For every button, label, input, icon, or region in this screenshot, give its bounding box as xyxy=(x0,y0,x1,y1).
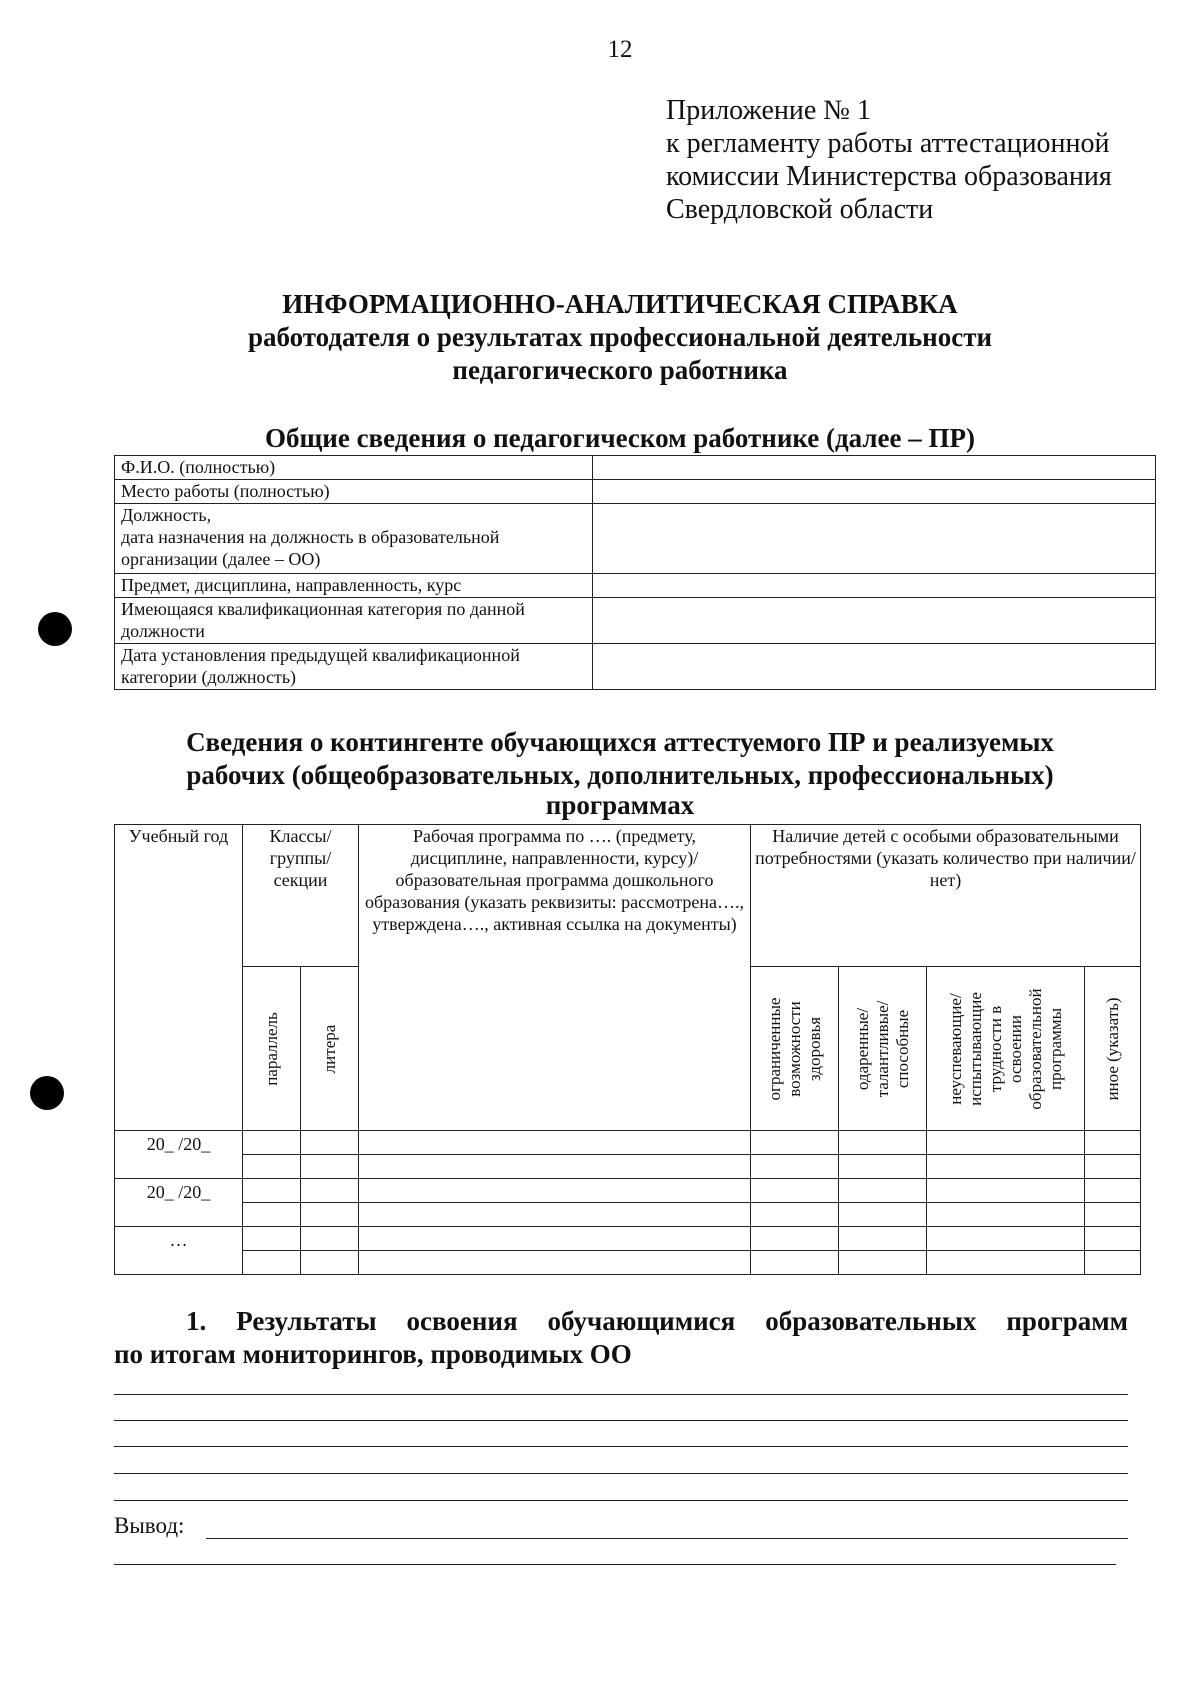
appendix-note xyxy=(666,94,1112,226)
answer-line[interactable] xyxy=(114,1446,1128,1447)
general-row-value[interactable] xyxy=(593,574,1156,598)
table-cell[interactable] xyxy=(751,1251,839,1275)
parallel-header-text: параллель xyxy=(261,1011,281,1086)
results-heading-line: 1. Результаты освоения обучающимися образовательных программ xyxy=(186,1306,1128,1336)
contingent-title-line: программах xyxy=(545,790,695,820)
table-cell[interactable] xyxy=(1085,1155,1141,1179)
table-cell[interactable] xyxy=(927,1203,1085,1227)
general-row-label: Дата установления предыдущей квалификационной категории (должность) xyxy=(115,644,593,690)
table-cell[interactable] xyxy=(359,1227,751,1251)
struggling-header xyxy=(927,967,1085,1131)
table-cell[interactable] xyxy=(359,1251,751,1275)
table-cell[interactable] xyxy=(359,1131,751,1155)
table-cell[interactable] xyxy=(839,1203,927,1227)
table-cell[interactable] xyxy=(243,1155,301,1179)
punch-hole xyxy=(38,612,72,646)
table-cell[interactable] xyxy=(751,1227,839,1251)
appendix-line: комиссии Министерства образования xyxy=(666,161,1112,192)
general-row-label: Имеющаяся квалификационная категория по данной должности xyxy=(115,598,593,644)
page-number: 12 xyxy=(607,36,633,63)
table-cell[interactable] xyxy=(301,1227,359,1251)
general-row-value[interactable] xyxy=(593,456,1156,480)
table-cell[interactable] xyxy=(1085,1179,1141,1203)
table-cell[interactable] xyxy=(301,1131,359,1155)
general-row-label: Место работы (полностью) xyxy=(115,480,593,504)
table-cell[interactable] xyxy=(243,1131,301,1155)
special-needs-header: Наличие детей с особыми образовательными потребностями (указать количество при наличии/ нет) xyxy=(751,825,1141,967)
table-cell[interactable] xyxy=(751,1203,839,1227)
general-row-label: Ф.И.О. (полностью) xyxy=(115,456,593,480)
table-cell[interactable] xyxy=(927,1131,1085,1155)
year-value: … xyxy=(169,1230,188,1250)
letter-header-text: литера xyxy=(319,1024,339,1073)
conclusion-line[interactable] xyxy=(114,1564,1116,1565)
table-cell[interactable] xyxy=(243,1251,301,1275)
year-cell[interactable] xyxy=(115,1227,243,1275)
letter-header xyxy=(301,967,359,1131)
program-header: Рабочая программа по …. (предмету, дисциплине, направленности, курсу)/ образовательная программа дошкольного образования (указать реквизиты: рассмотрена…., утверждена…., активная ссылка на документы) xyxy=(359,825,751,1131)
document-title-line: ИНФОРМАЦИОННО-АНАЛИТИЧЕСКАЯ СПРАВКА xyxy=(282,289,958,319)
table-cell[interactable] xyxy=(1085,1251,1141,1275)
general-row-label: Должность, дата назначения на должность в образовательной организации (далее – ОО) xyxy=(115,504,593,574)
general-info-table xyxy=(114,455,1156,690)
year-value: 20_ /20_ xyxy=(146,1182,211,1202)
results-heading-line: по итогам мониторингов, проводимых ОО xyxy=(114,1339,632,1369)
general-row-value[interactable] xyxy=(593,504,1156,574)
table-cell[interactable] xyxy=(839,1131,927,1155)
classes-header: Классы/ группы/ секции xyxy=(243,825,359,967)
table-cell[interactable] xyxy=(751,1155,839,1179)
gifted-header xyxy=(839,967,927,1131)
table-cell[interactable] xyxy=(839,1251,927,1275)
table-cell[interactable] xyxy=(301,1179,359,1203)
table-cell[interactable] xyxy=(243,1203,301,1227)
answer-line[interactable] xyxy=(114,1500,1128,1501)
table-cell[interactable] xyxy=(751,1131,839,1155)
other-header xyxy=(1085,967,1141,1131)
table-cell[interactable] xyxy=(927,1155,1085,1179)
table-cell[interactable] xyxy=(839,1155,927,1179)
gifted-header-text: одаренные/ талантливые/ способные xyxy=(852,1000,912,1097)
general-row-value[interactable] xyxy=(593,598,1156,644)
year-header: Учебный год xyxy=(115,825,243,1131)
parallel-header xyxy=(243,967,301,1131)
table-cell[interactable] xyxy=(301,1155,359,1179)
results-section-heading xyxy=(114,1305,1128,1371)
general-row-value[interactable] xyxy=(593,480,1156,504)
table-cell[interactable] xyxy=(243,1179,301,1203)
year-cell[interactable] xyxy=(115,1131,243,1179)
conclusion-line[interactable] xyxy=(206,1538,1128,1539)
contingent-table xyxy=(114,824,1141,1275)
table-cell[interactable] xyxy=(1085,1227,1141,1251)
punch-hole xyxy=(30,1076,64,1110)
table-cell[interactable] xyxy=(751,1179,839,1203)
appendix-line: к регламенту работы аттестационной xyxy=(666,128,1110,159)
table-cell[interactable] xyxy=(1085,1203,1141,1227)
table-cell[interactable] xyxy=(927,1179,1085,1203)
document-title xyxy=(60,288,1180,387)
table-cell[interactable] xyxy=(301,1251,359,1275)
appendix-line: Приложение № 1 xyxy=(666,95,871,126)
limited-health-header xyxy=(751,967,839,1131)
other-header-text: иное (указать) xyxy=(1102,996,1122,1101)
contingent-title-line: рабочих (общеобразовательных, дополнительных, профессиональных) xyxy=(186,760,1054,790)
year-cell[interactable] xyxy=(115,1179,243,1227)
appendix-line: Свердловской области xyxy=(666,194,934,225)
table-cell[interactable] xyxy=(839,1227,927,1251)
general-row-label: Предмет, дисциплина, направленность, курс xyxy=(115,574,593,598)
table-cell[interactable] xyxy=(359,1155,751,1179)
general-row-value[interactable] xyxy=(593,644,1156,690)
contingent-title-line: Сведения о контингенте обучающихся аттестуемого ПР и реализуемых xyxy=(186,727,1054,757)
contingent-section-title xyxy=(100,726,1140,818)
table-cell[interactable] xyxy=(927,1251,1085,1275)
table-cell[interactable] xyxy=(243,1227,301,1251)
struggling-header-text: неуспевающие/ испытывающие трудности в освоении образовательной программы xyxy=(945,987,1065,1110)
answer-line[interactable] xyxy=(114,1394,1128,1395)
table-cell[interactable] xyxy=(359,1179,751,1203)
table-cell[interactable] xyxy=(927,1227,1085,1251)
limited-health-header-text: ограниченные возможности здоровья xyxy=(764,997,824,1100)
document-title-line: работодателя о результатах профессиональной деятельности xyxy=(247,322,993,352)
document-title-line: педагогического работника xyxy=(452,355,788,385)
table-cell[interactable] xyxy=(839,1179,927,1203)
year-value: 20_ /20_ xyxy=(146,1134,211,1154)
conclusion-label: Вывод: xyxy=(114,1513,185,1538)
table-cell[interactable] xyxy=(301,1203,359,1227)
general-section-title: Общие сведения о педагогическом работнике (далее – ПР) xyxy=(264,423,976,453)
table-cell[interactable] xyxy=(1085,1131,1141,1155)
answer-line[interactable] xyxy=(114,1473,1128,1474)
answer-line[interactable] xyxy=(114,1420,1128,1421)
table-cell[interactable] xyxy=(359,1203,751,1227)
